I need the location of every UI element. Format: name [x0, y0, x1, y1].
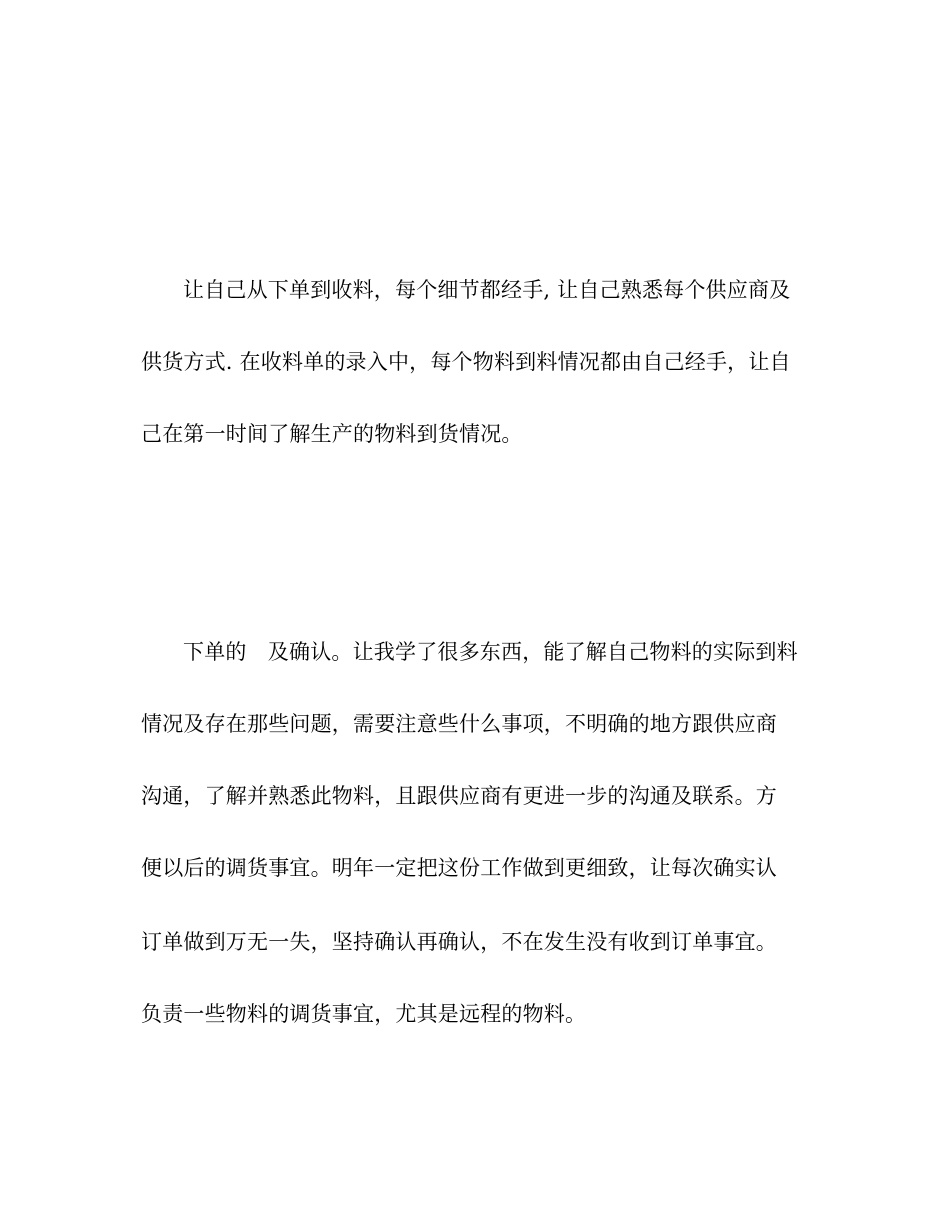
paragraph-line: 供货方式. 在收料单的录入中，每个物料到料情况都由自己经手，让自: [141, 350, 791, 374]
paragraph-line: 让自己从下单到收料，每个细节都经手, 让自己熟悉每个供应商及: [183, 278, 791, 302]
paragraph-line: 情况及存在那些问题，需要注意些什么事项，不明确的地方跟供应商: [141, 712, 777, 736]
paragraph-line: 己在第一时间了解生产的物料到货情况。: [141, 422, 523, 446]
paragraph-line: 下单的 及确认。让我学了很多东西，能了解自己物料的实际到料: [183, 640, 798, 664]
paragraph-line: 便以后的调货事宜。明年一定把这份工作做到更细致，让每次确实认: [141, 856, 777, 880]
paragraph-line: 订单做到万无一失，坚持确认再确认，不在发生没有收到订单事宜。: [141, 930, 777, 954]
paragraph-line: 沟通，了解并熟悉此物料，且跟供应商有更进一步的沟通及联系。方: [141, 784, 777, 808]
paragraph-line: 负责一些物料的调货事宜，尤其是远程的物料。: [141, 1002, 587, 1026]
